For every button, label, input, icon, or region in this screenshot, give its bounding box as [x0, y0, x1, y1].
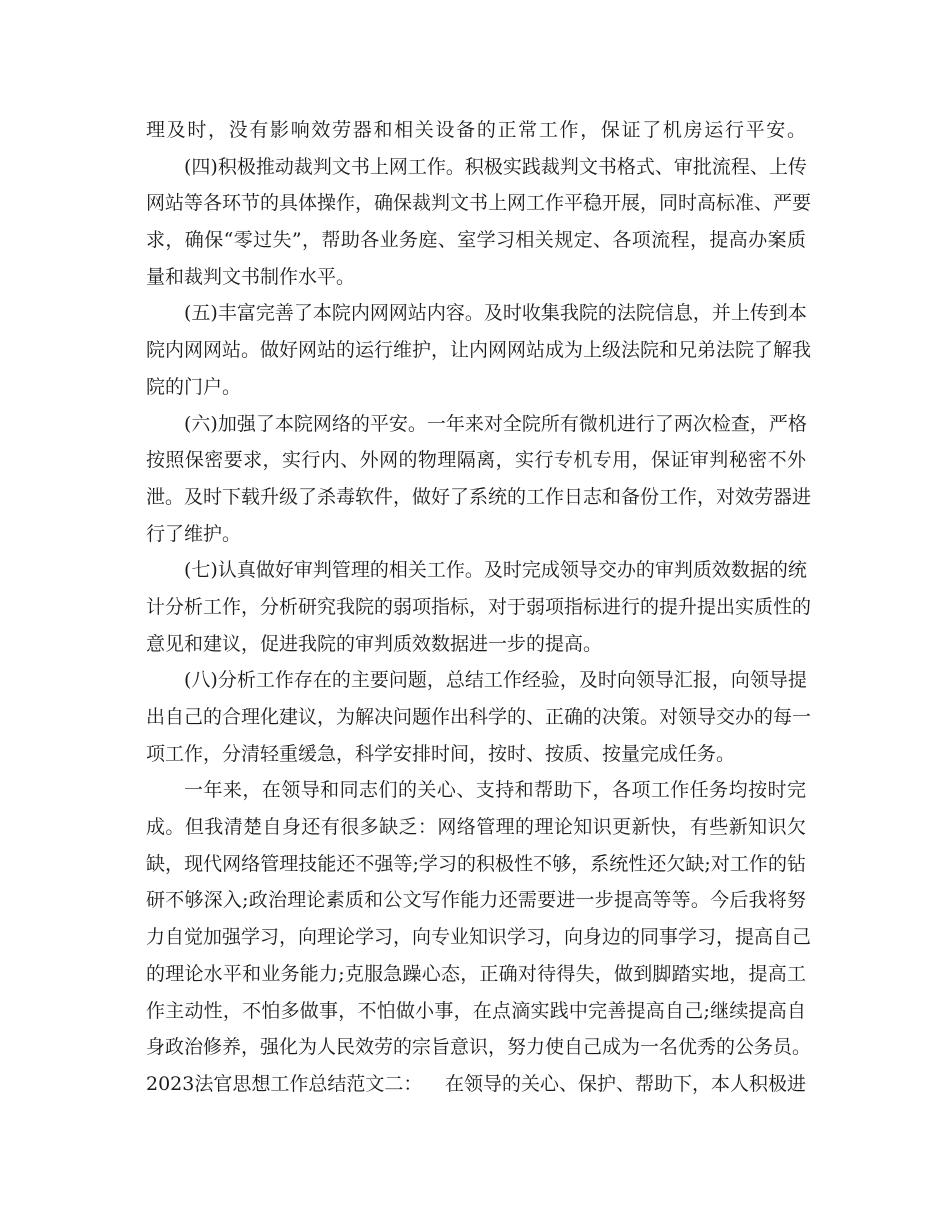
section-heading: 2023法官思想工作总结范文二： [146, 1072, 423, 1095]
final-line [146, 1066, 806, 1103]
text-line: 按照保密要求，实行内、外网的物理隔离，实行专机专用，保证审判秘密不外 [146, 449, 806, 472]
document-body [146, 112, 812, 1103]
section-opening-text: 在领导的关心、保护、帮助下，本人积极进 [444, 1072, 806, 1095]
text-line: 缺，现代网络管理技能还不强等;学习的积极性不够，系统性还欠缺;对工作的钻 [146, 852, 806, 875]
text-line: 院的门户。 [146, 375, 242, 398]
text-line: 理及时，没有影响效劳器和相关设备的正常工作，保证了机房运行平安。 [146, 119, 806, 141]
text-line: 项工作，分清轻重缓急，科学安排时间，按时、按质、按量完成任务。 [146, 742, 736, 765]
paragraph-8-line: (八)分析工作存在的主要问题，总结工作经验，及时向领导汇报，向领导提 [184, 669, 807, 692]
text-line: 院内网网站。做好网站的运行维护，让内网网站成为上级法院和兄弟法院了解我 [146, 339, 812, 362]
text-line: 量和裁判文书制作水平。 [146, 265, 356, 288]
text-line: 研不够深入;政治理论素质和公文写作能力还需要进一步提高等等。今后我将努 [146, 889, 806, 912]
paragraph-6-line: (六)加强了本院网络的平安。一年来对全院所有微机进行了两次检查，严格 [184, 412, 807, 435]
text-line: 计分析工作，分析研究我院的弱项指标，对于弱项指标进行的提升提出实质性的 [146, 595, 812, 618]
text-line: 求，确保“零过失”，帮助各业务庭、室学习相关规定、各项流程，提高办案质 [146, 229, 806, 252]
text-line: 力自觉加强学习，向理论学习，向专业知识学习，向身边的同事学习，提高自己 [146, 926, 812, 949]
text-line: 作主动性，不怕多做事，不怕做小事，在点滴实践中完善提高自己;继续提高自 [146, 999, 806, 1022]
paragraph-7-line: (七)认真做好审判管理的相关工作。及时完成领导交办的审判质效数据的统 [184, 559, 807, 582]
text-line: 出自己的合理化建议，为解决问题作出科学的、正确的决策。对领导交办的每一 [146, 706, 812, 728]
text-line: 的理论水平和业务能力;克服急躁心态，正确对待得失，做到脚踏实地，提高工 [146, 962, 806, 985]
paragraph-4-line: (四)积极推动裁判文书上网工作。积极实践裁判文书格式、审批流程、上传 [184, 155, 807, 178]
summary-paragraph-line: 一年来，在领导和同志们的关心、支持和帮助下，各项工作任务均按时完 [184, 779, 806, 802]
text-line: 意见和建议，促进我院的审判质效数据进一步的提高。 [146, 632, 603, 655]
text-line: 行了维护。 [146, 522, 242, 545]
text-line: 成。但我清楚自身还有很多缺乏：网络管理的理论知识更新快，有些新知识欠 [146, 816, 806, 839]
paragraph-5-line: (五)丰富完善了本院内网网站内容。及时收集我院的法院信息，并上传到本 [184, 302, 807, 325]
text-line: 身政治修养，强化为人民效劳的宗旨意识，努力使自己成为一名优秀的公务员。 [146, 1036, 812, 1059]
text-line: 网站等各环节的具体操作，确保裁判文书上网工作平稳开展，同时高标准、严要 [146, 192, 812, 215]
text-line: 泄。及时下载升级了杀毒软件，做好了系统的工作日志和备份工作，对效劳器进 [146, 485, 812, 508]
